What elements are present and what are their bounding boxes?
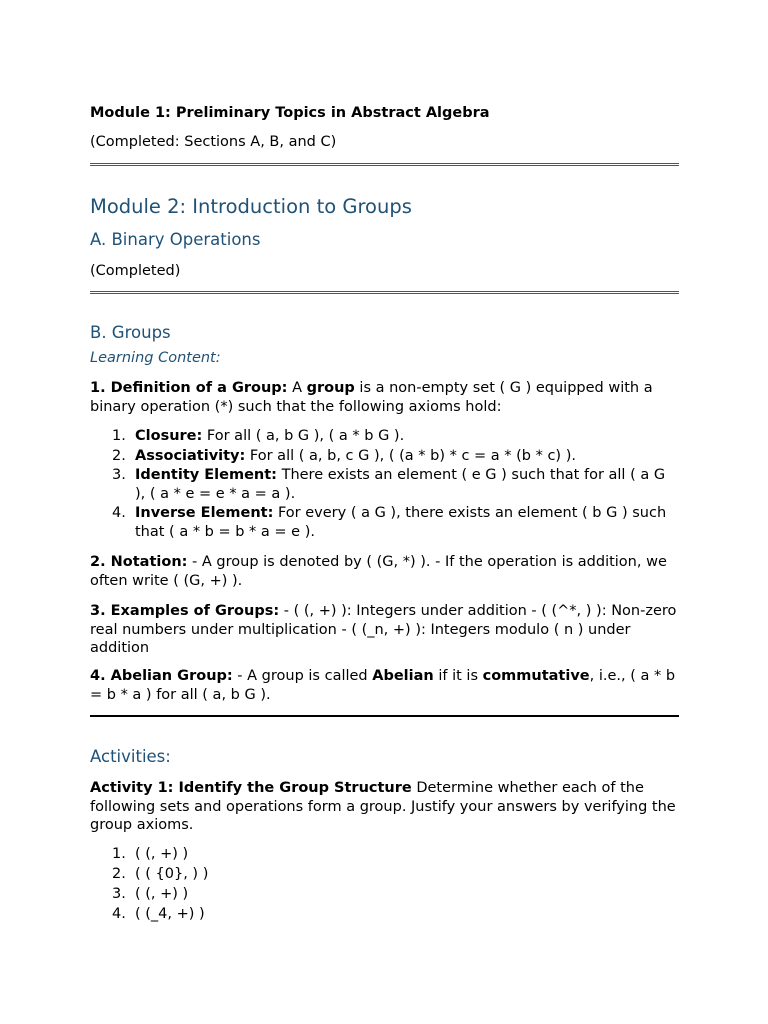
module2-title: Module 2: Introduction to Groups (90, 195, 412, 218)
axiom-text: For all ( a, b G ), ( a * b G ). (202, 428, 405, 444)
axiom-name: Identity Element: (135, 467, 277, 483)
commutative-term: commutative (482, 668, 590, 684)
list-item (90, 504, 679, 541)
list-item (90, 905, 679, 924)
axiom-name: Inverse Element: (135, 505, 274, 521)
list-number: 1. (112, 846, 126, 862)
section-a-status: (Completed) (90, 263, 181, 279)
list-item (90, 845, 679, 864)
learning-content-label: Learning Content: (90, 350, 221, 366)
abelian-term: Abelian (372, 668, 434, 684)
list-number: 2. (112, 447, 126, 464)
list-item-text: ( (_4, +) ) (135, 906, 205, 922)
module1-status: (Completed: Sections A, B, and C) (90, 134, 337, 150)
list-number: 1. (112, 428, 126, 444)
list-item (90, 865, 679, 884)
list-item-text: ( (, +) ) (135, 846, 189, 862)
list-number: 3. (112, 467, 126, 483)
group-term: group (306, 380, 355, 396)
definition-text: is a non-empty set ( G ) equipped with a binary operation (*) such that the following axioms hold: (90, 380, 653, 415)
axioms-list (90, 427, 679, 541)
activity1-text: Determine whether each of the following sets and operations form a group. Justify your answers by verifying the group axioms. (90, 780, 676, 833)
list-item (90, 885, 679, 904)
abelian-text: - A group is called (232, 668, 373, 684)
abelian-text: , i.e., ( a * b = b * a ) for all ( a, b G ). (90, 668, 676, 703)
examples-label: 3. Examples of Groups: (90, 603, 280, 619)
abelian-paragraph (90, 667, 679, 704)
axiom-text: There exists an element ( e G ) such that for all ( a G ), ( a * e = e * a = a ). (135, 467, 666, 502)
list-number: 2. (112, 866, 126, 882)
list-item-text: ( (, +) ) (135, 886, 189, 902)
list-item (90, 466, 679, 503)
list-number: 4. (112, 906, 126, 922)
examples-paragraph (90, 602, 679, 658)
axiom-name: Associativity: (135, 447, 246, 464)
notation-label: 2. Notation: (90, 554, 188, 570)
activity1-label: Activity 1: Identify the Group Structure (90, 780, 412, 796)
module1-title: Module 1: Preliminary Topics in Abstract Algebra (90, 105, 490, 121)
notation-text: - A group is denoted by ( (G, *) ). - If the operation is addition, we often write ( (G, +) ). (90, 554, 667, 589)
list-item (90, 447, 679, 466)
list-item-text: ( ( {0}, ) ) (135, 866, 209, 882)
axiom-name: Closure: (135, 428, 203, 444)
examples-text: - ( (, +) ): Integers under addition - ( (^*, ) ): Non-zero real numbers under multiplication - ( (_n, +) ): Integers modulo ( n ) under addition (90, 603, 677, 656)
section-a-heading: A. Binary Operations (90, 230, 261, 249)
section-b-heading: B. Groups (90, 323, 171, 342)
divider (90, 291, 679, 294)
abelian-label: 4. Abelian Group: (90, 668, 233, 684)
list-item (90, 427, 679, 446)
divider (90, 163, 679, 166)
activity1-paragraph (90, 779, 679, 835)
axiom-text: For all ( a, b, c G ), ( (a * b) * c = a * (b * c) ). (245, 447, 576, 464)
notation-paragraph (90, 553, 679, 590)
abelian-text: if it is (433, 668, 483, 684)
list-number: 3. (112, 886, 126, 902)
activities-heading: Activities: (90, 747, 171, 766)
activity1-list (90, 845, 679, 924)
list-number: 4. (112, 505, 126, 521)
definition-label: 1. Definition of a Group: (90, 380, 288, 396)
definition-paragraph (90, 379, 679, 416)
axiom-text: For every ( a G ), there exists an element ( b G ) such that ( a * b = b * a = e ). (135, 505, 667, 540)
definition-text: A (287, 380, 307, 396)
divider (90, 715, 679, 717)
